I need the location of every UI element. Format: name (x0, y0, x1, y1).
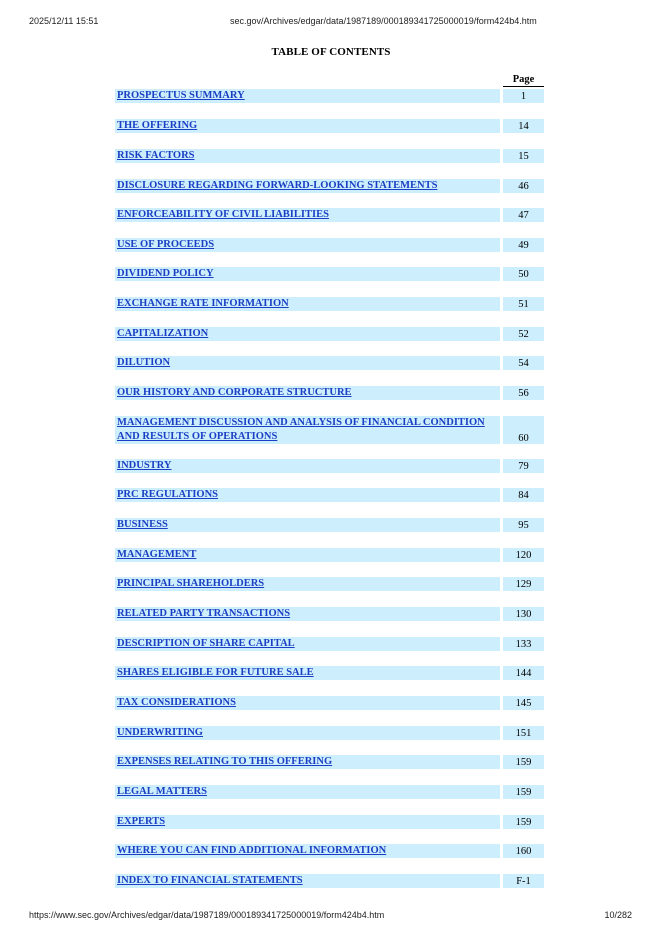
toc-page-number: 1 (503, 89, 544, 103)
toc-page-number: 54 (503, 356, 544, 370)
toc-link[interactable]: CAPITALIZATION (117, 328, 209, 339)
toc-page-number: F-1 (503, 874, 544, 888)
toc-entry-cell (115, 874, 500, 888)
toc-entry-cell (115, 488, 500, 502)
toc-row (115, 666, 544, 680)
toc-row (115, 785, 544, 799)
toc-row (115, 149, 544, 163)
toc-link[interactable]: OUR HISTORY AND CORPORATE STRUCTURE (117, 387, 352, 398)
toc-row (115, 607, 544, 621)
print-footer-url: https://www.sec.gov/Archives/edgar/data/1987189/000189341725000019/form424b4.htm (29, 910, 385, 920)
toc-link[interactable]: MANAGEMENT (117, 549, 197, 560)
toc-row (115, 726, 544, 740)
toc-page-number: 56 (503, 386, 544, 400)
toc-entry-cell (115, 238, 500, 252)
toc-page-number: 133 (503, 637, 544, 651)
toc-entry-cell (115, 785, 500, 799)
toc-link[interactable]: THE OFFERING (117, 120, 198, 131)
toc-page-number: 159 (503, 755, 544, 769)
page-title: TABLE OF CONTENTS (271, 46, 391, 58)
toc-page-number: 151 (503, 726, 544, 740)
print-header-url: sec.gov/Archives/edgar/data/1987189/000189341725000019/form424b4.htm (230, 16, 537, 26)
toc-row (115, 459, 544, 473)
toc-row (115, 267, 544, 281)
toc-row (115, 356, 544, 370)
toc-entry-cell (115, 179, 500, 193)
toc-page-number: 60 (503, 416, 544, 444)
toc-link[interactable]: LEGAL MATTERS (117, 786, 207, 797)
toc-entry-cell (115, 637, 500, 651)
toc-page-number: 129 (503, 577, 544, 591)
toc-entry-cell (115, 518, 500, 532)
toc-row (115, 119, 544, 133)
toc-entry-cell (115, 666, 500, 680)
toc-row (115, 238, 544, 252)
toc-link-continued[interactable]: AND RESULTS OF OPERATIONS (117, 430, 278, 442)
toc-row (115, 815, 544, 829)
toc-entry-cell (115, 607, 500, 621)
toc-entry-cell (115, 696, 500, 710)
toc-page-number: 51 (503, 297, 544, 311)
toc-row (115, 179, 544, 193)
toc-row (115, 89, 544, 103)
toc-link[interactable]: INDUSTRY (117, 460, 172, 471)
toc-entry-cell (115, 726, 500, 740)
toc-link[interactable]: INDEX TO FINANCIAL STATEMENTS (117, 875, 303, 886)
toc-link[interactable]: WHERE YOU CAN FIND ADDITIONAL INFORMATION (117, 845, 387, 856)
toc-row (115, 696, 544, 710)
toc-link[interactable]: EXPENSES RELATING TO THIS OFFERING (117, 756, 333, 767)
toc-link[interactable]: PRC REGULATIONS (117, 489, 219, 500)
toc-entry-cell (115, 755, 500, 769)
toc-entry-cell (115, 416, 500, 444)
toc-link[interactable]: EXCHANGE RATE INFORMATION (117, 298, 289, 309)
toc-page-number: 50 (503, 267, 544, 281)
toc-row (115, 577, 544, 591)
toc-link[interactable]: TAX CONSIDERATIONS (117, 697, 236, 708)
toc-link[interactable]: RISK FACTORS (117, 150, 195, 161)
toc-page-number: 14 (503, 119, 544, 133)
toc-entry-cell (115, 386, 500, 400)
toc-page-number: 120 (503, 548, 544, 562)
toc-link[interactable]: DILUTION (117, 357, 171, 368)
toc-link[interactable]: RELATED PARTY TRANSACTIONS (117, 608, 291, 619)
toc-entry-cell (115, 548, 500, 562)
toc-row (115, 416, 544, 444)
toc-entry-cell (115, 149, 500, 163)
toc-page-number: 79 (503, 459, 544, 473)
toc-row (115, 755, 544, 769)
toc-row (115, 548, 544, 562)
toc-link[interactable]: SHARES ELIGIBLE FOR FUTURE SALE (117, 667, 314, 678)
toc-entry-cell (115, 577, 500, 591)
toc-page-number: 84 (503, 488, 544, 502)
toc-row (115, 844, 544, 858)
toc-link[interactable]: DESCRIPTION OF SHARE CAPITAL (117, 638, 295, 649)
toc-link[interactable]: UNDERWRITING (117, 727, 203, 738)
toc-page-number: 159 (503, 785, 544, 799)
toc-page-number: 130 (503, 607, 544, 621)
toc-row (115, 297, 544, 311)
toc-entry-cell (115, 327, 500, 341)
toc-link[interactable]: DIVIDEND POLICY (117, 268, 214, 279)
toc-entry-cell (115, 297, 500, 311)
page-column-header: Page (503, 74, 544, 87)
toc-entry-cell (115, 815, 500, 829)
toc-page-number: 160 (503, 844, 544, 858)
toc-link[interactable]: PRINCIPAL SHAREHOLDERS (117, 578, 265, 589)
toc-row (115, 208, 544, 222)
toc-page-number: 47 (503, 208, 544, 222)
toc-entry-cell (115, 267, 500, 281)
toc-row (115, 488, 544, 502)
toc-page-number: 15 (503, 149, 544, 163)
toc-entry-cell (115, 844, 500, 858)
toc-link[interactable]: PROSPECTUS SUMMARY (117, 90, 245, 101)
toc-page-number: 144 (503, 666, 544, 680)
toc-entry-cell (115, 356, 500, 370)
toc-entry-cell (115, 119, 500, 133)
toc-link[interactable]: DISCLOSURE REGARDING FORWARD-LOOKING STATEMENTS (117, 180, 438, 191)
toc-page-number: 49 (503, 238, 544, 252)
toc-row (115, 327, 544, 341)
toc-page-number: 52 (503, 327, 544, 341)
toc-link[interactable]: EXPERTS (117, 816, 166, 827)
toc-link[interactable]: BUSINESS (117, 519, 168, 530)
toc-entry-cell (115, 459, 500, 473)
print-page-count: 10/282 (604, 910, 632, 920)
print-timestamp: 2025/12/11 15:51 (29, 16, 99, 26)
toc-link[interactable]: ENFORCEABILITY OF CIVIL LIABILITIES (117, 209, 329, 220)
toc-row (115, 874, 544, 888)
toc-link[interactable]: MANAGEMENT DISCUSSION AND ANALYSIS OF FINANCIAL CONDITION (117, 417, 485, 428)
toc-row (115, 637, 544, 651)
toc-link[interactable]: USE OF PROCEEDS (117, 239, 215, 250)
toc-entry-cell (115, 89, 500, 103)
toc-page-number: 145 (503, 696, 544, 710)
toc-page-number: 46 (503, 179, 544, 193)
toc-row (115, 386, 544, 400)
toc-page-number: 159 (503, 815, 544, 829)
toc-page-number: 95 (503, 518, 544, 532)
toc-row (115, 518, 544, 532)
toc-entry-cell (115, 208, 500, 222)
